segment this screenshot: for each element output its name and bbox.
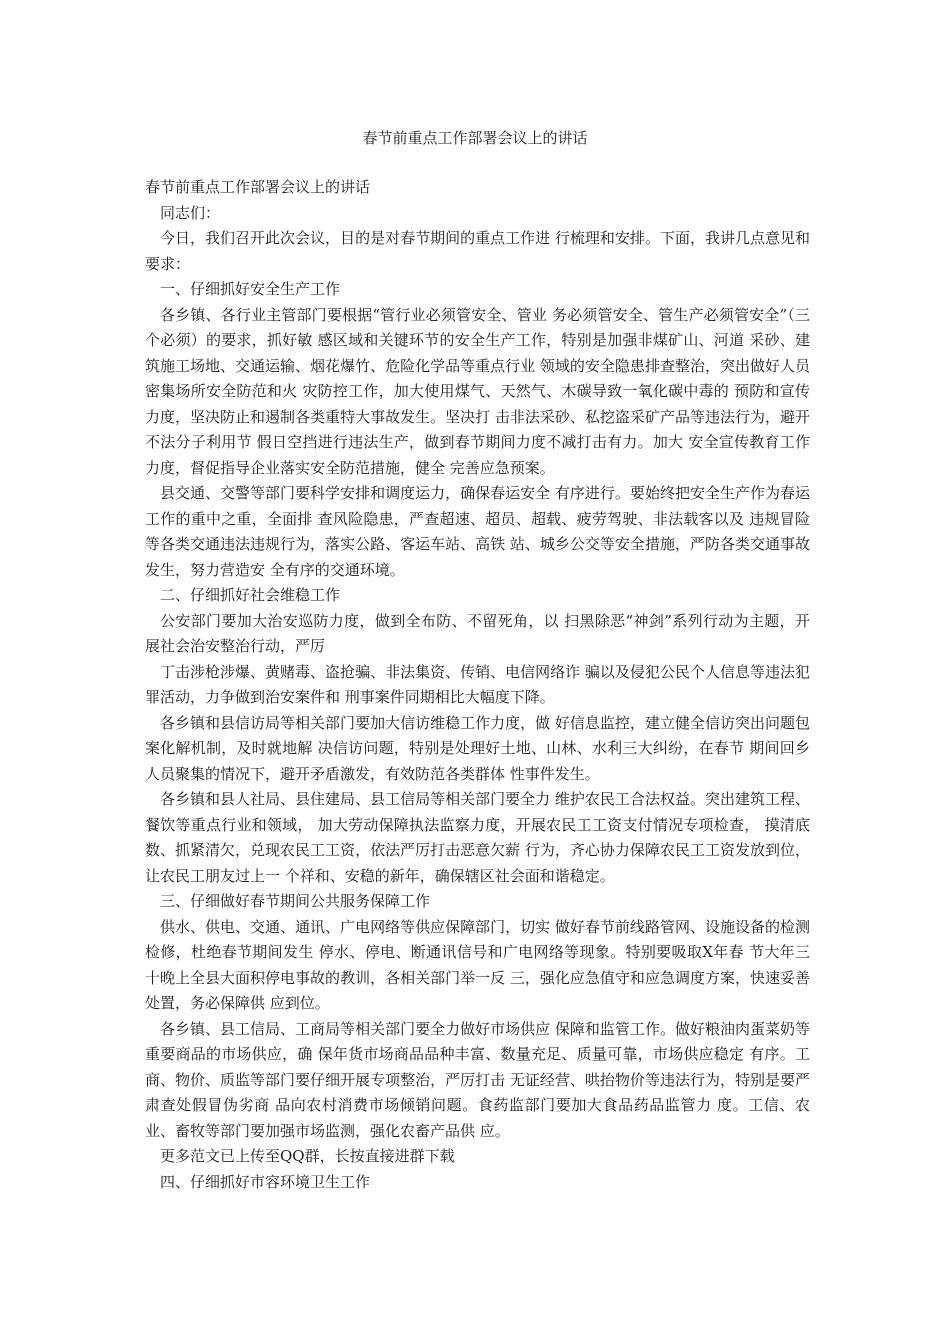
salutation: 同志们： <box>160 203 221 222</box>
section-heading-3: 三、仔细做好春节期间公共服务保障工作 <box>160 892 431 910</box>
paragraph: 各乡镇、各行业主管部门要根据“管行业必须管安全、管业 务必须管安全、管生产必须管安全”（三个必须）的要求，抓好敏 感区域和关键环节的安全生产工作，特别是加强非煤矿山、河道 采砂、建筑施工场地、交通运输、烟花爆竹、危险化学品等重点行业 领域的安全隐患排查整治，突出做好人员密集场所安全防范和火 灾防控工作，加大使用煤气、天然气、木碳导致一氧化碳中毒的 预防和宣传力度，坚决防止和遏制各类重特大事故发生。坚决打 击非法采砂、私挖盗采矿产品等违法行为，避开不法分子利用节 假日空挡进行违法生产，做到春节期间力度不减打击有力。加大 安全宣传教育工作力度，督促指导企业落实安全防范措施，健全 完善应急预案。 <box>145 305 810 477</box>
section-heading-1: 一、仔细抓好安全生产工作 <box>160 280 341 298</box>
paragraph: 各乡镇和县人社局、县住建局、县工信局等相关部门要全力 维护农民工合法权益。突出建筑工程、餐饮等重点行业和领域， 加大劳动保障执法监察力度，开展农民工工资支付情况专项检查， 摸清底数、抓紧清欠，兑现农民工工资，依法严厉打击恶意欠薪 行为，齐心协力保障农民工工资发放到位，让农民工朋友过上一 个祥和、安稳的新年，确保辖区社会面和谐稳定。 <box>145 790 810 885</box>
section-heading-2: 二、仔细抓好社会维稳工作 <box>160 586 341 604</box>
section-heading-4: 四、仔细抓好市容环境卫生工作 <box>160 1172 371 1191</box>
paragraph: 各乡镇、县工信局、工商局等相关部门要全力做好市场供应 保障和监管工作。做好粮油肉蛋菜奶等重要商品的市场供应，确 保年货市场商品品种丰富、数量充足、质量可靠，市场供应稳定 有序。工商、物价、质监等部门要仔细开展专项整治，严厉打击 无证经营、哄抬物价等违法行为，特别是要严肃查处假冒伪劣商 品向农村消费市场倾销问题。食药监部门要加大食品药品监管力 度。工信、农业、畜牧等部门要加强市场监测，强化农畜产品供 应。 <box>145 1019 810 1140</box>
paragraph: 丁击涉枪涉爆、黄赌毒、盗抢骗、非法集资、传销、电信网络诈 骗以及侵犯公民个人信息等违法犯罪活动，力争做到治安案件和 刑事案件同期相比大幅度下降。 <box>145 662 810 706</box>
paragraph: 供水、供电、交通、通讯、广电网络等供应保障部门，切实 做好春节前线路管网、设施设备的检测检修，杜绝春节期间发生 停水、停电、断通讯信号和广电网络等现象。特别要吸取X年春 节大年三十晚上全县大面积停电事故的教训，各相关部门举一反 三，强化应急值守和应急调度方案，快速妥善处置，务必保障供 应到位。 <box>145 917 810 1012</box>
paragraph-intro: 今日，我们召开此次会议，目的是对春节期间的重点工作进 行梳理和安排。下面，我讲几点意见和要求： <box>145 229 810 273</box>
promo-note: 更多范文已上传至QQ群，长按直接进群下载 <box>160 1147 455 1165</box>
document-title: 春节前重点工作部署会议上的讲话 <box>362 129 588 147</box>
paragraph: 各乡镇和县信访局等相关部门要加大信访维稳工作力度，做 好信息监控，建立健全信访突出问题包案化解机制，及时就地解 决信访问题，特别是处理好土地、山林、水利三大纠纷，在春节 期间回乡人员聚集的情况下，避开矛盾激发，有效防范各类群体 性事件发生。 <box>145 713 810 783</box>
paragraph: 公安部门要加大治安巡防力度，做到全布防、不留死角，以 扫黑除恶“神剑”系列行动为主题，开展社会治安整治行动，严厉 <box>145 611 810 655</box>
paragraph: 县交通、交警等部门要科学安排和调度运力，确保春运安全 有序进行。要始终把安全生产作为春运工作的重中之重，全面排 查风险隐患，严查超速、超员、超载、疲劳驾驶、非法载客以及 违规冒险等各类交通违法违规行为，落实公路、客运车站、高铁 站、城乡公交等安全措施，严防各类交通事故发生，努力营造安 全有序的交通环境。 <box>145 484 810 579</box>
document-body <box>145 175 810 1195</box>
body-heading: 春节前重点工作部署会议上的讲话 <box>145 178 371 196</box>
